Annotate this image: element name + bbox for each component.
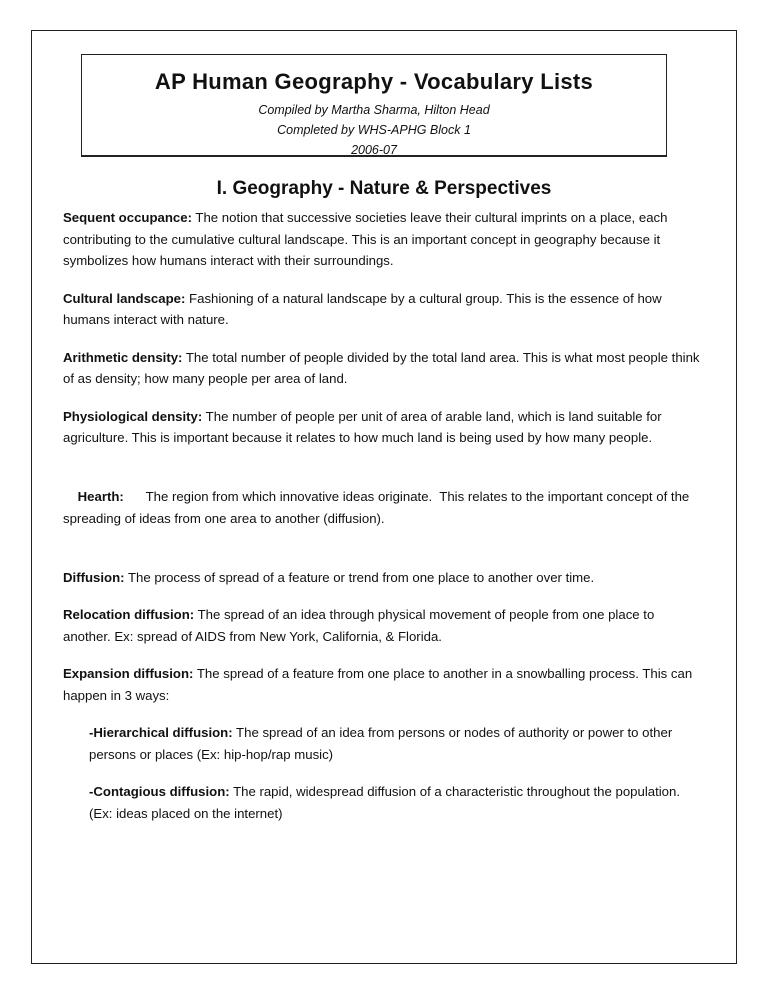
completed-by: Completed by WHS-APHG Block 1 [277,123,471,137]
definition: The process of spread of a feature or trend from one place to another over time. [124,569,595,585]
definition: The notion that successive societies leave their cultural imprints on a place, each contributing to the cumulative cultural landscape. This is an important concept in geography because it symbolizes how humans interact with their surroundings. [63,210,668,268]
definition: The spread of an idea from persons or nodes of authority or power to other persons or places (Ex: hip-hop/rap music) [89,725,673,762]
entry-sequent-occupance [63,207,703,272]
definition: The number of people per unit of area of arable land, which is land suitable for agriculture. This is important because it relates to how much land is being used by how many people. [63,408,662,445]
term: -Contagious diffusion: [89,784,230,799]
compiled-by: Compiled by Martha Sharma, Hilton Head [258,103,490,117]
definition: The total number of people divided by the total land area. This is what most people think of as density; how many people per area of land. [63,349,700,386]
definition: The spread of a feature from one place to another in a snowballing process. This can happen in 3 ways: [63,666,693,703]
term: Expansion diffusion: [63,666,194,681]
definition: The spread of an idea through physical movement of people from one place to another. Ex: spread of AIDS from New York, California, & Florida. [63,607,655,644]
definition: The region from which innovative ideas originate. This relates to the important concept of the spreading of ideas from one area to another (diffusion). [63,489,693,526]
entry-relocation-diffusion [63,604,703,647]
entry-physiological-density [63,406,703,449]
term: Physiological density: [63,408,203,424]
entry-hearth [63,465,703,551]
term: -Hierarchical diffusion: [89,725,233,740]
entry-contagious-diffusion [89,781,703,824]
term: Arithmetic density: [63,349,183,365]
definition: Fashioning of a natural landscape by a cultural group. This is the essence of how humans interact with nature. [63,290,662,327]
school-year: 2006-07 [351,143,397,157]
section-heading: I. Geography - Nature & Perspectives [216,178,552,199]
vocabulary-list [63,207,703,840]
title-box [81,54,667,157]
entry-diffusion [63,567,703,589]
entry-hierarchical-diffusion [89,722,703,765]
term: Cultural landscape: [63,290,186,306]
document-title: AP Human Geography - Vocabulary Lists [154,69,594,94]
entry-arithmetic-density [63,347,703,390]
entry-expansion-diffusion [63,663,703,706]
term: Relocation diffusion: [63,607,195,622]
term: Diffusion: [63,569,125,585]
definition: The rapid, widespread diffusion of a characteristic throughout the population. (Ex: ideas placed on the internet) [89,784,681,821]
term: Hearth: [77,489,124,504]
entry-cultural-landscape [63,288,703,331]
term: Sequent occupance: [63,210,192,225]
